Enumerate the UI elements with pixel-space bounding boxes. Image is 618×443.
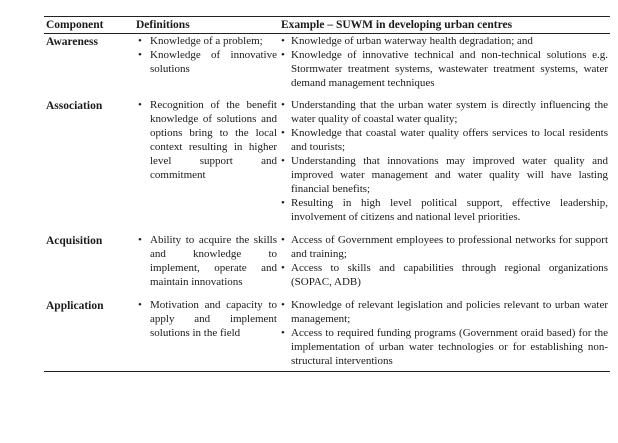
examples-cell xyxy=(279,98,610,233)
example-item: • Understanding that the urban water system is directly influencing the water quality of coastal water quality; xyxy=(281,98,608,126)
examples-list xyxy=(281,34,608,90)
examples-cell xyxy=(279,34,610,99)
definitions-cell xyxy=(134,34,279,99)
table-row-acquisition xyxy=(44,233,610,298)
header-component: Component xyxy=(46,19,104,31)
header-example: Example – SUWM in developing urban centres xyxy=(281,19,513,31)
definition-item: • Ability to acquire the skills and knowledge to implement, operate and maintain innovations xyxy=(136,233,277,289)
example-item: • Understanding that innovations may improved water quality and improved water management and water quality will have lasting financial benefits; xyxy=(281,154,608,196)
examples-list xyxy=(281,98,608,224)
definitions-list xyxy=(136,298,277,340)
definition-item: • Motivation and capacity to apply and implement solutions in the field xyxy=(136,298,277,340)
example-item: • Knowledge that coastal water quality offers services to local residents and tourists; xyxy=(281,126,608,154)
definitions-list xyxy=(136,233,277,289)
component-cell: Application xyxy=(46,300,104,312)
component-cell: Awareness xyxy=(46,36,98,48)
example-item: • Resulting in high level political support, effective leadership, involvement of citizens and national level priorities. xyxy=(281,196,608,224)
definitions-cell xyxy=(134,298,279,372)
definitions-cell xyxy=(134,98,279,233)
example-item: • Knowledge of relevant legislation and policies relevant to urban water management; xyxy=(281,298,608,326)
component-cell: Acquisition xyxy=(46,235,103,247)
example-item: • Access to required funding programs (Government oraid based) for the implementation of urban water technologies or for establishing non-structural interventions xyxy=(281,326,608,368)
table-row-awareness xyxy=(44,34,610,99)
definitions-list xyxy=(136,98,277,182)
examples-list xyxy=(281,233,608,289)
examples-list xyxy=(281,298,608,368)
component-cell: Association xyxy=(46,100,103,112)
examples-cell xyxy=(279,233,610,298)
definitions-cell xyxy=(134,233,279,298)
definition-item: • Knowledge of a problem; xyxy=(136,34,277,48)
example-item: • Knowledge of innovative technical and non-technical solutions e.g. Stormwater treatment systems, wastewater treatment systems, water demand management techniques xyxy=(281,48,608,90)
table-row-application xyxy=(44,298,610,372)
component-table xyxy=(44,16,610,372)
table-header-row xyxy=(44,17,610,34)
example-item: • Access of Government employees to professional networks for support and training; xyxy=(281,233,608,261)
example-item: • Access to skills and capabilities through regional organizations (SOPAC, ADB) xyxy=(281,261,608,289)
examples-cell xyxy=(279,298,610,372)
definition-item: • Recognition of the benefit knowledge of solutions and options bring to the local context resulting in higher level support and commitment xyxy=(136,98,277,182)
table-row-association xyxy=(44,98,610,233)
definitions-list xyxy=(136,34,277,76)
component-table-container xyxy=(44,16,610,372)
example-item: • Knowledge of urban waterway health degradation; and xyxy=(281,34,608,48)
header-definitions: Definitions xyxy=(136,19,190,31)
definition-item: • Knowledge of innovative solutions xyxy=(136,48,277,76)
